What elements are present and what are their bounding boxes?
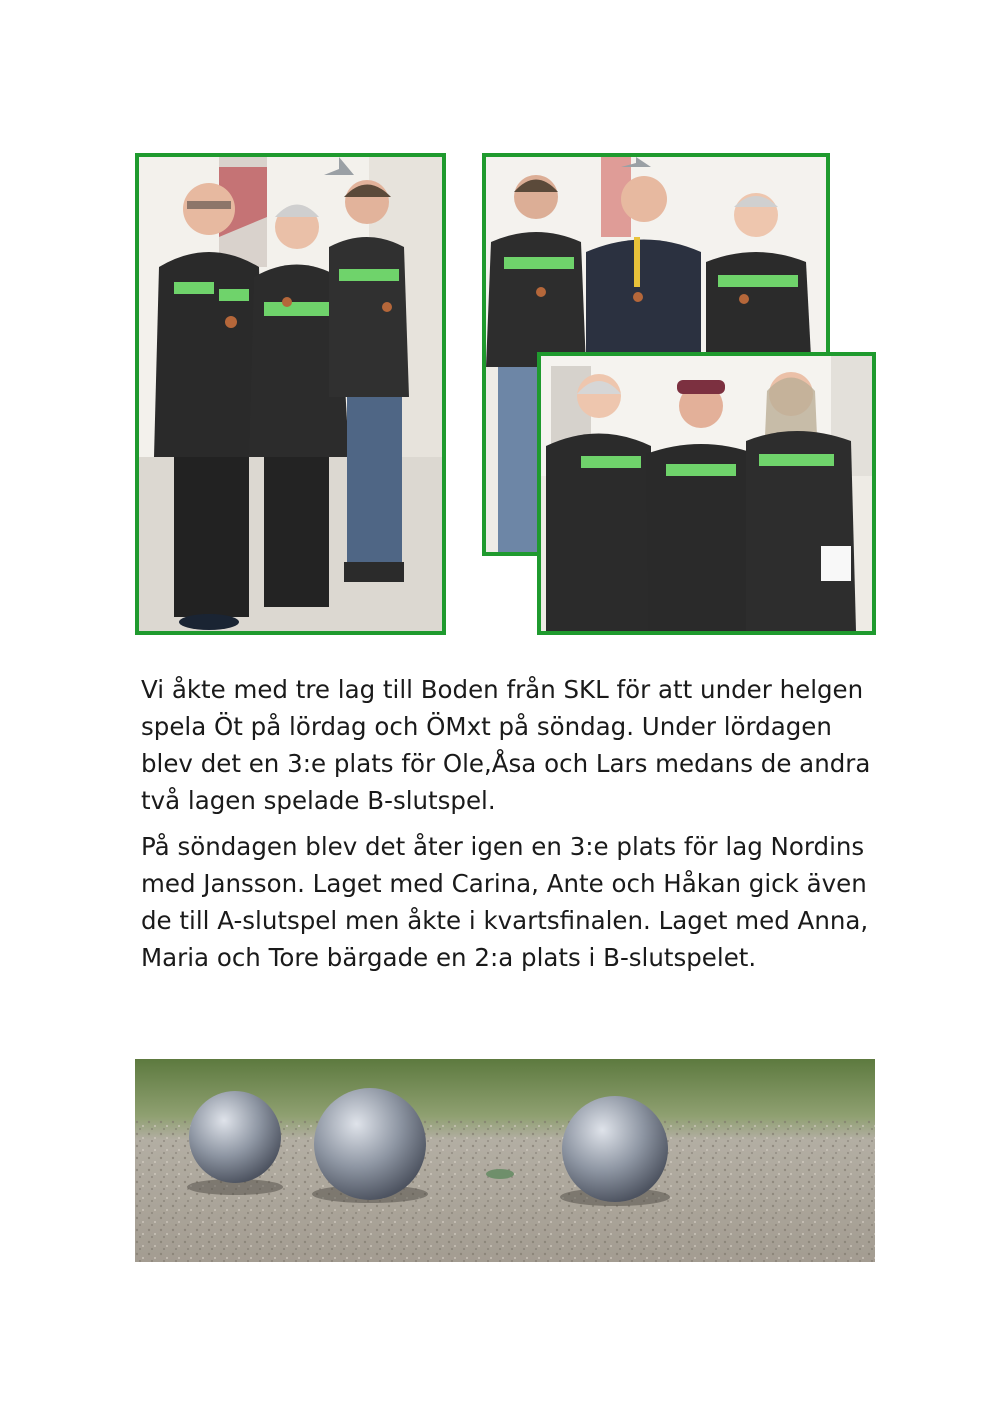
team-photo-sunday-b-image	[541, 356, 872, 631]
team-photo-saturday	[135, 153, 446, 635]
article-paragraph-2: På söndagen blev det åter igen en 3:e plats för lag Nordins med Jansson. Laget med Carina, Ante och Håkan gick även de till A-slutspel men åkte i kvartsfinalen. Laget med Anna, Maria och Tore bärgade en 2:a plats i B-slutspelet.	[141, 832, 869, 972]
team-photo-sunday-b	[537, 352, 876, 635]
team-photo-saturday-image	[139, 157, 442, 631]
boules-photo-image	[135, 1059, 875, 1262]
article-text	[141, 671, 881, 985]
boules-photo	[135, 1059, 875, 1262]
article-paragraph-1: Vi åkte med tre lag till Boden från SKL för att under helgen spela Öt på lördag och ÖMxt på söndag. Under lördagen blev det en 3:e plats för Ole,Åsa och Lars medans de andra två lagen spelade B-slutspel.	[141, 675, 871, 815]
